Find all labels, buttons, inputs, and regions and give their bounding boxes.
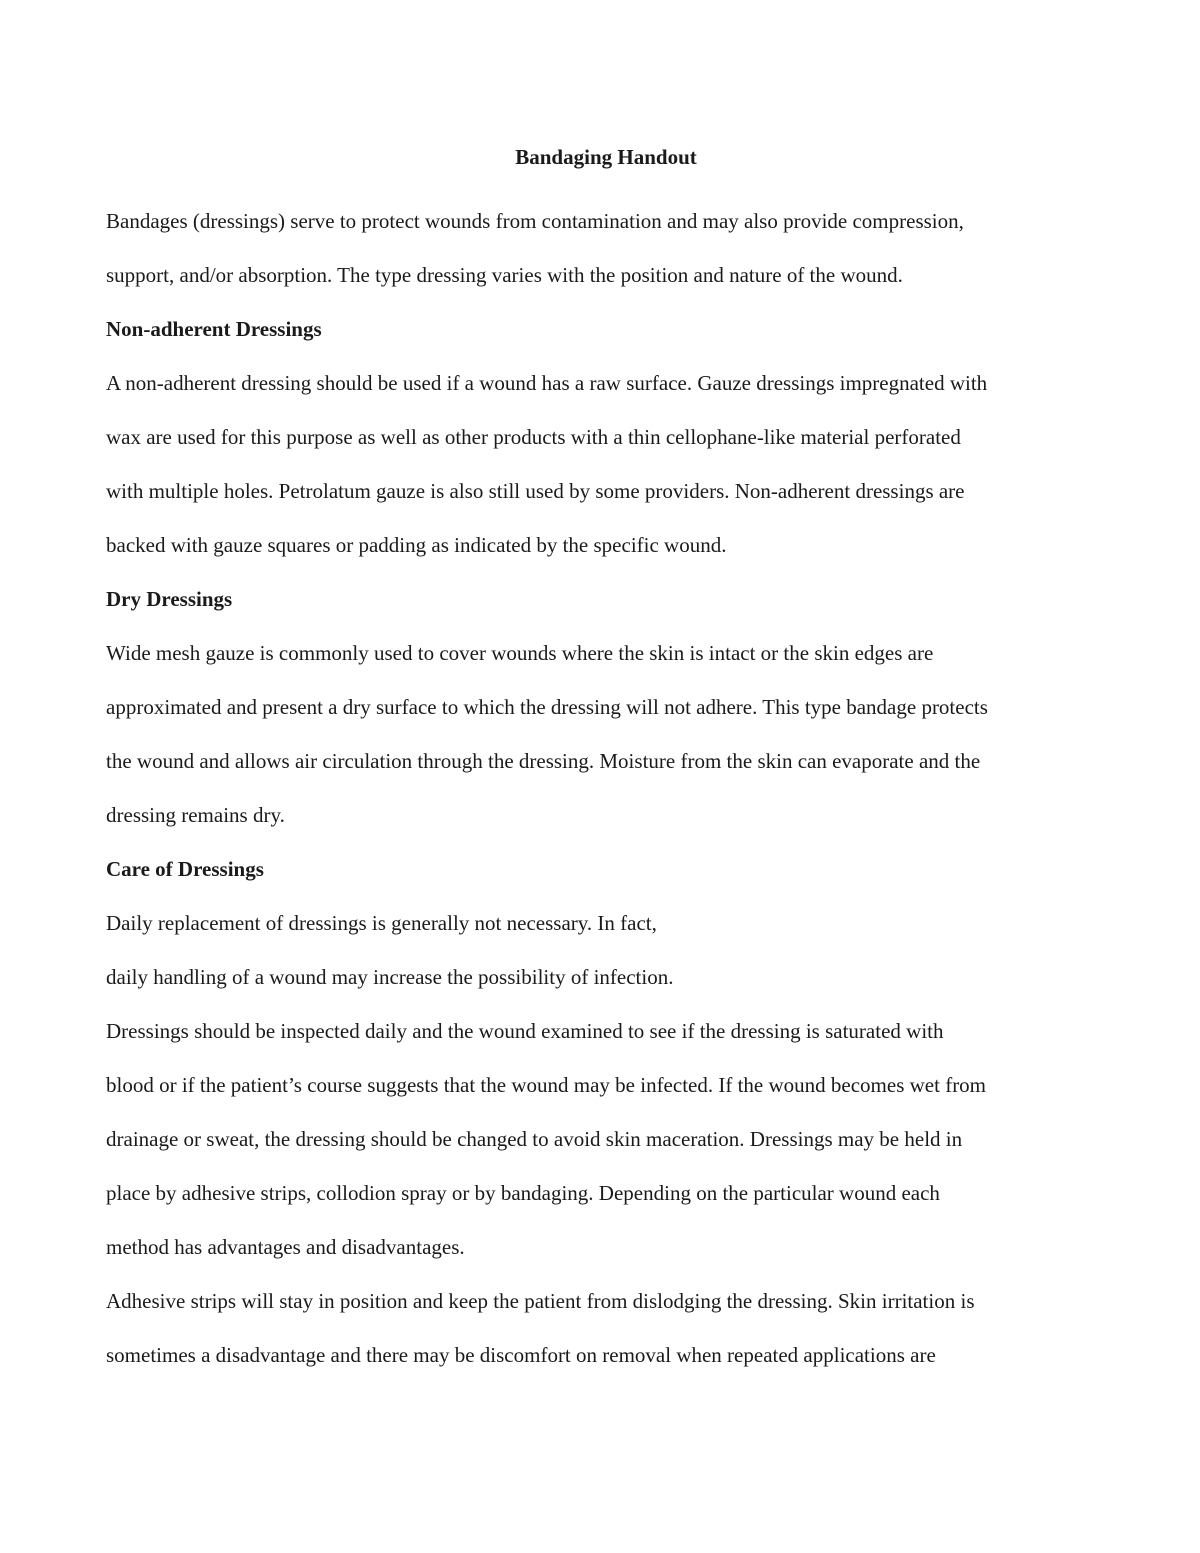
body-line: approximated and present a dry surface to which the dressing will not adhere. This type bandage protects <box>106 695 988 719</box>
intro-line: support, and/or absorption. The type dressing varies with the position and nature of the wound. <box>106 263 903 287</box>
section-heading-non-adherent: Non-adherent Dressings <box>106 317 322 341</box>
intro-line: Bandages (dressings) serve to protect wounds from contamination and may also provide compression, <box>106 209 964 233</box>
document-title: Bandaging Handout <box>515 145 697 169</box>
body-line: wax are used for this purpose as well as other products with a thin cellophane-like material perforated <box>106 425 961 449</box>
body-line: sometimes a disadvantage and there may be discomfort on removal when repeated applications are <box>106 1343 936 1367</box>
document-content <box>106 140 1106 1382</box>
section-heading-care: Care of Dressings <box>106 857 264 881</box>
body-line: Dressings should be inspected daily and the wound examined to see if the dressing is saturated with <box>106 1019 944 1043</box>
body-line: Wide mesh gauze is commonly used to cover wounds where the skin is intact or the skin edges are <box>106 641 934 665</box>
section-heading-dry: Dry Dressings <box>106 587 233 611</box>
body-line: A non-adherent dressing should be used if a wound has a raw surface. Gauze dressings impregnated with <box>106 371 988 395</box>
body-line: Daily replacement of dressings is generally not necessary. In fact, <box>106 911 657 935</box>
body-line: backed with gauze squares or padding as indicated by the specific wound. <box>106 533 727 557</box>
body-line: dressing remains dry. <box>106 803 285 827</box>
body-line: blood or if the patient’s course suggests that the wound may be infected. If the wound becomes wet from <box>106 1073 987 1097</box>
body-line: drainage or sweat, the dressing should be changed to avoid skin maceration. Dressings may be held in <box>106 1127 963 1151</box>
body-line: daily handling of a wound may increase the possibility of infection. <box>106 965 674 989</box>
body-line: the wound and allows air circulation through the dressing. Moisture from the skin can evaporate and the <box>106 749 981 773</box>
body-line: place by adhesive strips, collodion spray or by bandaging. Depending on the particular wound each <box>106 1181 940 1205</box>
body-line: with multiple holes. Petrolatum gauze is also still used by some providers. Non-adherent dressings are <box>106 479 965 503</box>
body-line: Adhesive strips will stay in position and keep the patient from dislodging the dressing. Skin irritation is <box>106 1289 975 1313</box>
body-line: method has advantages and disadvantages. <box>106 1235 465 1259</box>
